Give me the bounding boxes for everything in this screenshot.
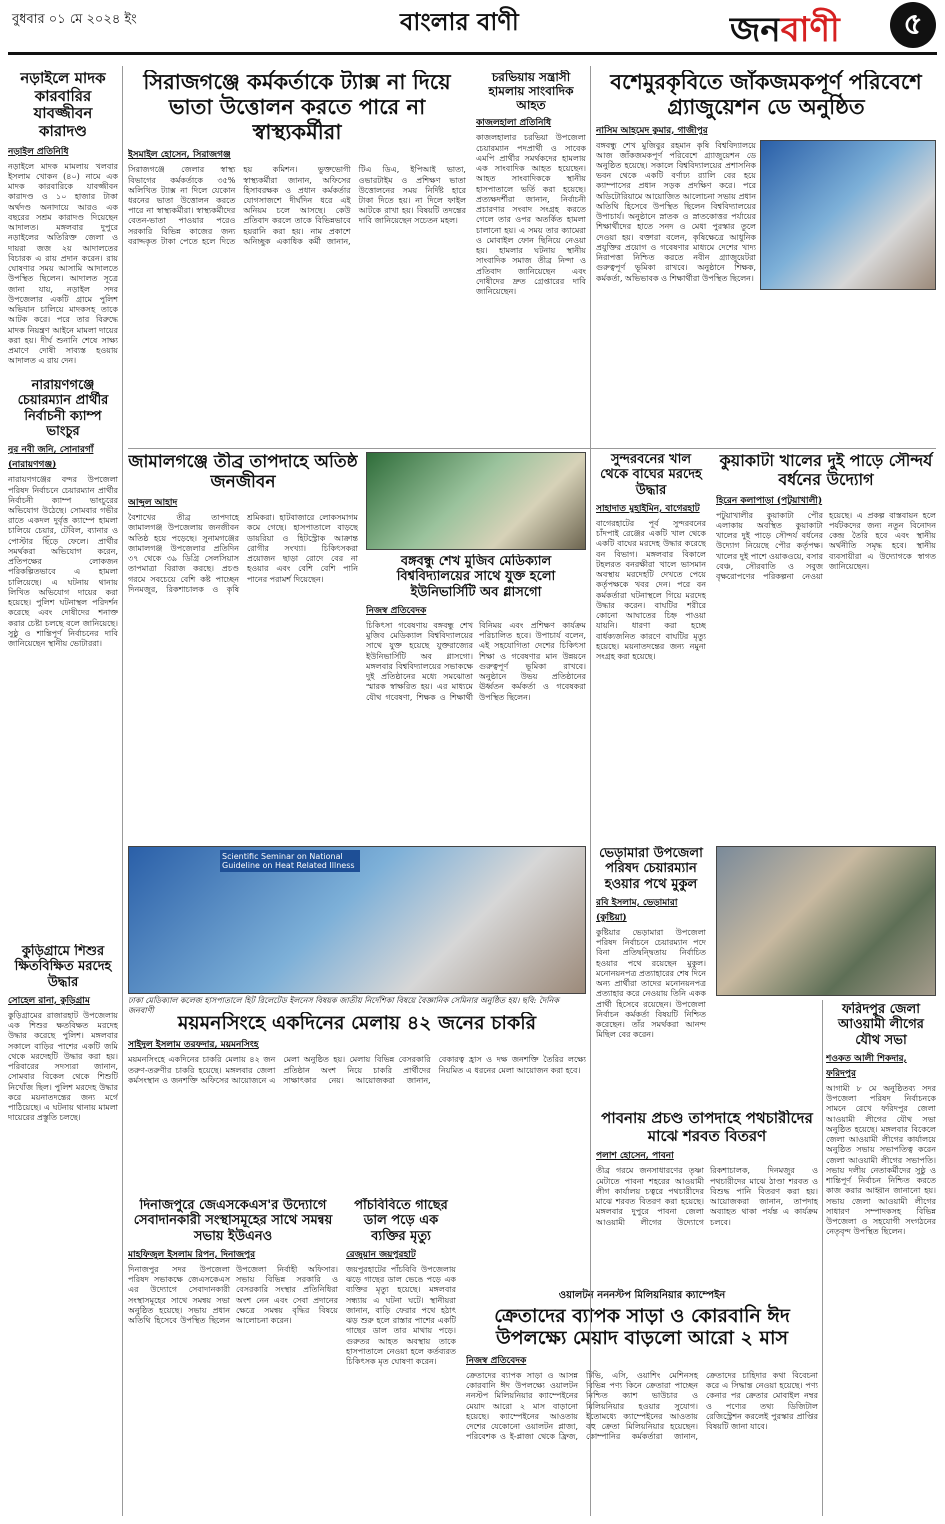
body-gazipur: বঙ্গবন্ধু শেখ মুজিবুর রহমান কৃষি বিশ্ববিদ্যালয়ে আজ জাঁকজমকপূর্ণ পরিবেশে গ্র্যাজুয়েশন ডে অনুষ্ঠিত হয়েছে। সকালে বিশ্ববিদ্যালয়ের প্রশাসনিক ভবন থেকে একটি বর্ণাঢ্য র‍্যালি বের হয়ে ক্যাম্পাসের প্রধান সড়ক প্রদক্ষিণ করে। পরে অডিটোরিয়ামে আয়োজিত আলোচনা সভায় প্রধান অতিথি হিসেবে উপস্থিত ছিলেন বিশ্ববিদ্যালয়ের উপাচার্য। অনুষ্ঠানে স্নাতক ও স্নাতকোত্তর পর্যায়ের শিক্ষার্থীদের হাতে সনদ ও মেধা পুরস্কার তুলে দেওয়া হয়। বক্তারা বলেন, কৃষিক্ষেত্রে আধুনিক প্রযুক্তির প্রয়োগ ও গবেষণার মাধ্যমে দেশের খাদ্য নিরাপত্তা নিশ্চিত করতে নবীন গ্র্যাজুয়েটরা গুরুত্বপূর্ণ ভূমিকা রাখবে। অনুষ্ঠানে শিক্ষক, কর্মকর্তা, অভিভাবক ও শিক্ষার্থীরা উপস্থিত ছিলেন। — [596, 140, 756, 283]
headline-mymensingh: ময়মনসিংহে একদিনের মেলায় ৪২ জনের চাকরি — [177, 1012, 537, 1034]
article-bsmmu — [366, 554, 586, 844]
article-faridpur — [826, 1002, 936, 1512]
body-panchbibi: জয়পুরহাটের পাঁচবিবি উপজেলায় ঝড়ে গাছের ডাল ভেঙে পড়ে এক ব্যক্তির মৃত্যু হয়েছে। মঙ্গলবার সন্ধ্যায় এ ঘটনা ঘটে। স্থানীয়রা জানান, বাড়ি ফেরার পথে হঠাৎ ঝড় শুরু হলে রাস্তার পাশের একটি গাছের ডাল তার মাথায় পড়ে। গুরুতর আহত অবস্থায় তাকে হাসপাতালে নেওয়া হলে কর্তব্যরত চিকিৎসক মৃত ঘোষণা করেন। — [346, 1264, 456, 1367]
column-divider — [122, 66, 123, 1516]
article-dinajpur — [128, 1198, 338, 1512]
masthead — [0, 0, 945, 66]
article-jamalganj — [128, 452, 358, 702]
body-walton: ক্রেতাদের ব্যাপক সাড়া ও আসন্ন কোরবানি ঈদ উপলক্ষ্যে ওয়ালটন ননস্টপ মিলিয়নিয়ার ক্যাম্পেইনের মেয়াদ আরো ২ মাস বাড়ানো হয়েছে। ক্যাম্পেইনের আওতায় দেশের যেকোনো ওয়ালটন প্লাজা, পরিবেশক ও ই-প্লাজা থেকে ফ্রিজ, টিভি, এসি, ওয়াশিং মেশিনসহ বিভিন্ন পণ্য কিনে ক্রেতারা পাচ্ছেন নিশ্চিত ক্যাশ ভাউচার ও মিলিয়নিয়ার হওয়ার সুযোগ। ইতোমধ্যে ক্যাম্পেইনের আওতায় বহু ক্রেতা মিলিয়নিয়ার হয়েছেন। কোম্পানির কর্মকর্তারা জানান, ক্রেতাদের চাহিদার কথা বিবেচনা করে এ সিদ্ধান্ত নেওয়া হয়েছে। পণ্য কেনার পর ক্রেতার মোবাইল নম্বর ও পণ্যের তথ্য ডিজিটাল রেজিস্ট্রেশন করলেই পুরস্কার প্রাপ্তির বিষয়টি জানা যাবে। — [466, 1370, 818, 1442]
body-kuakata: পটুয়াখালীর কুয়াকাটা পৌর এলাকায় অবস্থিত কুয়াকাটা খালের দুই পাড়ে সৌন্দর্য বর্ধনের উদ্যোগ নিয়েছে পৌর কর্তৃপক্ষ। খালের দুই পাশে ওয়াকওয়ে, বসার বেঞ্চ, সৌরবাতি ও সবুজ বৃক্ষরোপণের পরিকল্পনা নেওয়া হয়েছে। এ প্রকল্প বাস্তবায়ন হলে পর্যটকদের জন্য নতুন বিনোদন কেন্দ্র তৈরি হবে এবং স্থানীয় অর্থনীতি সমৃদ্ধ হবে। স্থানীয় ব্যবসায়ীরা এ উদ্যোগকে স্বাগত জানিয়েছেন। — [716, 510, 936, 582]
headline-faridpur: ফরিদপুর জেলা আওয়ামী লীগের যৌথ সভা — [838, 1002, 924, 1048]
body-charghat: কাজলহালার চরভিয়া উপজেলা চেয়ারম্যান পদপ্রার্থী ও সাবেক এমপি প্রার্থীর সমর্থকদের হামলায় এক সাংবাদিক আহত হয়েছেন। আহত সাংবাদিককে স্থানীয় হাসপাতালে ভর্তি করা হয়েছে। প্রত্যক্ষদর্শীরা জানান, নির্বাচনী প্রচারণার সংবাদ সংগ্রহ করতে গেলে তার ওপর অতর্কিত হামলা চালানো হয়। এ সময় তার ক্যামেরা ও মোবাইল ফোন ছিনিয়ে নেওয়া হয়। হামলার ঘটনায় স্থানীয় সাংবাদিক সমাজ তীব্র নিন্দা ও প্রতিবাদ জানিয়েছেন এবং দোষীদের দ্রুত গ্রেপ্তারের দাবি জানিয়েছেন। — [476, 133, 586, 296]
headline-panchbibi: পাঁচবিবিতে গাছের ডাল পড়ে এক ব্যক্তির মৃত্যু — [354, 1198, 448, 1244]
headline-jamalganj: জামালগঞ্জে তীব্র তাপদাহে অতিষ্ঠ জনজীবন — [128, 452, 358, 493]
logo-part-2: বাণী — [780, 10, 840, 50]
byline-dinajpur: মাহফিজুল ইসলাম রিপন, দিনাজপুর — [128, 1249, 256, 1260]
body-dinajpur: দিনাজপুর সদর উপজেলা পরিষদ সভাকক্ষে জেএসকেএস এর উদ্যোগে সেবাদানকারী সংস্থাসমূহের সাথে সমন্বয় সভা অনুষ্ঠিত হয়েছে। সভায় প্রধান অতিথি হিসেবে উপস্থিত ছিলেন উপজেলা নির্বাহী অফিসার। সভায় বিভিন্ন সরকারি ও বেসরকারি সংস্থার প্রতিনিধিরা অংশ নেন এবং সেবা প্রদানের ক্ষেত্রে সমন্বয় বৃদ্ধির বিষয়ে আলোচনা করেন। — [128, 1264, 338, 1326]
article-sirajganj — [128, 70, 466, 450]
photo-graduation-day — [760, 140, 936, 290]
article-mymensingh — [128, 1012, 586, 1192]
body-sirajganj: সিরাজগঞ্জে জেলার স্বাস্থ্য বিভাগের কর্মকর্তাকে ৩৫% অলিখিত ট্যাক্স না দিলে যেকোন ধরনের ভাতা উত্তোলন করতে পারে না স্বাস্থ্যকর্মীরা। স্বাস্থ্যকর্মীদের বেতন-ভাতা পাওয়ার পরেও সরকারি বিভিন্ন কাজের জন্য বরাদ্দকৃত টাকা পেতে হলে দিতে হয় কমিশন। ভুক্তভোগী স্বাস্থ্যকর্মীরা জানান, অফিসের হিসাবরক্ষক ও প্রধান কর্মকর্তার যোগসাজশে দীর্ঘদিন ধরে এই অনিয়ম চলে আসছে। কেউ প্রতিবাদ করলে তাকে বিভিন্নভাবে হয়রানি করা হয়। নাম প্রকাশে অনিচ্ছুক একাধিক কর্মী জানান, টিএ ডিএ, ইপিআই ভাতা, ওভারটাইম ও প্রশিক্ষণ ভাতা উত্তোলনের সময় নির্দিষ্ট হারে টাকা দিতে হয়। না দিলে ফাইল আটকে রাখা হয়। বিষয়টি তদন্তের দাবি জানিয়েছেন সচেতন মহল। — [128, 165, 466, 246]
column-divider — [590, 66, 591, 1516]
byline-panchbibi: রেজুয়ান জয়পুরহাট — [346, 1249, 416, 1260]
byline-kurigram: সোহেল রানা, কুড়িগ্রাম — [8, 995, 90, 1006]
article-bheramara — [596, 846, 706, 1106]
byline-sundarban: সাহাদাত মুহাইমিন, বাগেরহাট — [596, 503, 700, 514]
divider — [128, 448, 936, 449]
byline-bsmmu: নিজস্ব প্রতিবেদক — [366, 605, 427, 616]
article-panchbibi — [346, 1198, 456, 1512]
headline-charghat: চরভিয়ায় সন্ত্রাসী হামলায় সাংবাদিক আহত — [488, 70, 574, 113]
article-pabna — [596, 1110, 818, 1280]
page-number: ৫ — [890, 2, 936, 48]
article-narail — [8, 70, 118, 370]
byline-narail: নড়াইল প্রতিনিধি — [8, 146, 69, 157]
section-title: বাংলার বাণী — [400, 7, 519, 36]
body-faridpur: আগামী ৮ মে অনুষ্ঠিতব্য সদর উপজেলা পরিষদ নির্বাচনকে সামনে রেখে ফরিদপুর জেলা আওয়ামী লীগের যৌথ সভা অনুষ্ঠিত হয়েছে। মঙ্গলবার বিকেলে জেলা আওয়ামী লীগের কার্যালয়ে অনুষ্ঠিত সভায় সভাপতিত্ব করেন জেলা আওয়ামী লীগের সভাপতি। সভায় দলীয় নেতাকর্মীদের সুষ্ঠু ও শান্তিপূর্ণ নির্বাচন নিশ্চিত করতে কাজ করার আহ্বান জানানো হয়। সভায় জেলা আওয়ামী লীগের সাধারণ সম্পাদকসহ বিভিন্ন উপজেলা ও সহযোগী সংগঠনের নেতৃবৃন্দ উপস্থিত ছিলেন। — [826, 1083, 936, 1237]
photo-pabna-sherbet — [716, 846, 936, 996]
article-kuakata — [716, 452, 936, 832]
byline-walton: নিজস্ব প্রতিবেদক — [466, 1355, 527, 1366]
byline-faridpur: শওকত আলী শিকদার, ফরিদপুর — [826, 1053, 907, 1079]
headline-narayanganj: নারায়ণগঞ্জে চেয়ারম্যান প্রার্থীর নির্বাচনী ক্যাম্প ভাংচুর — [17, 378, 109, 439]
body-narail: নড়াইলে মাদক মামলায় খলবার ইসলাম খোকন (৪০) নামে এক মাদক কারবারিকে যাবজ্জীবন কারাদণ্ড ও ১০ হাজার টাকা অর্থদণ্ড অনাদায়ে আরও এক বছরের সশ্রম কারাদণ্ড দিয়েছেন আদালত। মঙ্গলবার দুপুরে নড়াইলের অতিরিক্ত জেলা ও দায়রা জজ ২য় আদালতের বিচারক এ রায় প্রদান করেন। রায় ঘোষণার সময় আসামি আদালতে উপস্থিত ছিলেন। আদালত সূত্রে জানা যায়, নড়াইল সদর উপজেলার একটি গ্রামে পুলিশ অভিযান চালিয়ে মাদকসহ তাকে আটক করে। পরে তার বিরুদ্ধে মাদক নিয়ন্ত্রণ আইনে মামলা দায়ের করা হয়। দীর্ঘ শুনানি শেষে সাক্ষ্য প্রমাণে দোষী সাব্যস্ত হওয়ায় আদালত এ রায় দেন। — [8, 161, 118, 366]
column-divider — [822, 1000, 823, 1516]
byline-pabna: পলাশ হোসেন, পাবনা — [596, 1151, 674, 1162]
body-pabna: তীব্র গরমে জনসাধারণের তৃষ্ণা মেটাতে পাবনা শহরের আওয়ামী লীগ কার্যালয় চত্বরে পথচারীদের মাঝে শরবত বিতরণ করা হয়েছে। মঙ্গলবার দুপুরে পাবনা জেলা আওয়ামী লীগের উদ্যোগে রিকশাচালক, দিনমজুর ও পথচারীদের মাঝে ঠাণ্ডা শরবত ও বিশুদ্ধ পানি বিতরণ করা হয়। আয়োজকরা জানান, তাপদাহ অব্যাহত থাকা পর্যন্ত এ কার্যক্রম চলবে। — [596, 1166, 818, 1227]
headline-gazipur: বশেমুরকৃবিতে জাঁকজমকপূর্ণ পরিবেশে গ্র্যাজুয়েশন ডে অনুষ্ঠিত — [610, 70, 922, 119]
article-narayanganj — [8, 378, 118, 938]
body-bheramara: কুষ্টিয়ার ভেড়ামারা উপজেলা পরিষদ নির্বাচনে চেয়ারম্যান পদে বিনা প্রতিদ্বন্দ্বিতায় নির্বাচিত হওয়ার পথে রয়েছেন মুকুল। মনোনয়নপত্র প্রত্যাহারের শেষ দিনে অন্য প্রার্থীরা তাদের মনোনয়নপত্র প্রত্যাহার করে নেওয়ায় তিনি একক প্রার্থী হিসেবে রয়েছেন। উপজেলা নির্বাচন কর্মকর্তা বিষয়টি নিশ্চিত করেছেন। তাঁর সমর্থকরা আনন্দ মিছিল বের করেন। — [596, 927, 706, 1040]
byline-kuakata: হিরেন কলাপাড়া (পটুয়াখালী) — [716, 495, 823, 506]
body-jamalganj: বৈশাখের তীব্র তাপদাহে জামালগঞ্জ উপজেলায় জনজীবন অতিষ্ঠ হয়ে পড়েছে। সুনামগঞ্জের জামালগঞ্জ উপজেলার প্রতিদিন ৩৭ থেকে ৩৯ ডিগ্রি সেলসিয়াস তাপমাত্রা বিরাজ করছে। প্রচণ্ড গরমে সবচেয়ে বেশি কষ্ট পাচ্ছেন দিনমজুর, রিকশাচালক ও কৃষি শ্রমিকরা। হাটবাজারে লোকসমাগম কমে গেছে। হাসপাতালে বাড়ছে ডায়রিয়া ও হিটস্ট্রোক আক্রান্ত রোগীর সংখ্যা। চিকিৎসকরা প্রয়োজন ছাড়া রোদে বের না হওয়ার এবং বেশি বেশি পানি পানের পরামর্শ দিয়েছেন। — [128, 513, 358, 594]
byline-narayanganj: নুর নবী জনি, সোনারগাঁ (নারায়ণগঞ্জ) — [8, 445, 94, 471]
caption-seminar: ঢাকা মেডিক্যাল কলেজ হাসপাতালে হিট রিলেটেড ইলনেস বিষয়ক জাতীয় নির্দেশিকা বিষয়ে বৈজ্ঞানিক সেমিনার অনুষ্ঠিত হয়। ছবি: দৈনিক জনবাণী — [128, 996, 559, 1015]
headline-bsmmu: বঙ্গবন্ধু শেখ মুজিব মেডিক্যাল বিশ্ববিদ্যালয়ের সাথে যুক্ত হলো ইউনিভার্সিটি অব গ্লাসগো — [396, 554, 556, 600]
issue-date: বুধবার ০১ মে ২০২৪ ইং — [12, 12, 137, 27]
article-sundarban — [596, 452, 706, 832]
body-bsmmu: চিকিৎসা গবেষণায় বঙ্গবন্ধু শেখ মুজিব মেডিক্যাল বিশ্ববিদ্যালয়ের সাথে যুক্ত হয়েছে যুক্তরাজ্যের ইউনিভার্সিটি অব গ্লাসগো। মঙ্গলবার বিশ্ববিদ্যালয়ের সভাকক্ষে দুই প্রতিষ্ঠানের মধ্যে সমঝোতা স্মারক স্বাক্ষরিত হয়। এর মাধ্যমে যৌথ গবেষণা, শিক্ষক ও শিক্ষার্থী বিনিময় এবং প্রশিক্ষণ কার্যক্রম পরিচালিত হবে। উপাচার্য বলেন, এই সহযোগিতা দেশের চিকিৎসা শিক্ষা ও গবেষণার মান উন্নয়নে গুরুত্বপূর্ণ ভূমিকা রাখবে। অনুষ্ঠানে উভয় প্রতিষ্ঠানের ঊর্ধ্বতন কর্মকর্তা ও গবেষকরা উপস্থিত ছিলেন। — [366, 620, 586, 702]
byline-jamalganj: আব্দুল আহাদ — [128, 498, 178, 509]
article-kurigram — [8, 944, 118, 1514]
headline-kurigram: কুড়িগ্রামে শিশুর ক্ষিতবিক্ষিত মরদেহ উদ্ধার — [14, 944, 112, 990]
body-kurigram: কুড়িগ্রামের রাজারহাট উপজেলায় এক শিশুর ক্ষতবিক্ষত মরদেহ উদ্ধার করেছে পুলিশ। মঙ্গলবার সকালে বাড়ির পাশের একটি জমি থেকে মরদেহটি উদ্ধার করা হয়। পরিবারের সদস্যরা জানান, সোমবার বিকেল থেকে শিশুটি নিখোঁজ ছিল। পুলিশ মরদেহ উদ্ধার করে ময়নাতদন্তের জন্য মর্গে পাঠিয়েছে। এ ঘটনায় থানায় মামলা দায়েরের প্রস্তুতি চলছে। — [8, 1010, 118, 1123]
headline-sirajganj: সিরাজগঞ্জে কর্মকর্তাকে ট্যাক্স না দিয়ে ভাতা উত্তোলন করতে পারে না স্বাস্থ্যকর্মীরা — [143, 70, 451, 144]
headline-walton: ক্রেতাদের ব্যাপক সাড়া ও কোরবানি ঈদ উপলক্ষ্যে মেয়াদ বাড়লো আরো ২ মাস — [494, 1305, 790, 1350]
headline-bheramara: ভেড়ামারা উপজেলা পরিষদ চেয়ারম্যান হওয়ার পথে মুকুল — [599, 846, 703, 892]
header-rule — [8, 52, 937, 55]
seminar-banner: Scientific Seminar on National Guideline on Heat Related Illness — [220, 850, 360, 872]
article-charghat — [476, 70, 586, 440]
byline-charghat: কাজলহালা প্রতিনিধি — [476, 118, 552, 129]
kicker-walton: ওয়ালটন নননস্টপ মিলিয়নিয়ার ক্যাম্পেইন — [558, 1290, 726, 1301]
headline-narail: নড়াইলে মাদক কারবারির যাবজ্জীবন কারাদণ্ড — [20, 70, 106, 141]
body-sundarban: বাগেরহাটের পূর্ব সুন্দরবনের চাঁদপাই রেঞ্জের একটি খাল থেকে একটি বাঘের মরদেহ উদ্ধার করেছে বন বিভাগ। মঙ্গলবার বিকালে টহলরত বনরক্ষীরা খালে ভাসমান অবস্থায় মরদেহটি দেখতে পেয়ে কর্তৃপক্ষকে খবর দেন। পরে বন কর্মকর্তারা ঘটনাস্থলে গিয়ে মরদেহ উদ্ধার করেন। বাঘটির শরীরে কোনো আঘাতের চিহ্ন পাওয়া যায়নি। ধারণা করা হচ্ছে বার্ধক্যজনিত কারণে বাঘটির মৃত্যু হয়েছে। ময়নাতদন্তের জন্য নমুনা সংগ্রহ করা হয়েছে। — [596, 518, 706, 662]
photo-bsmmu-glasgow — [366, 452, 586, 550]
body-narayanganj: নারায়ণগঞ্জের বন্দর উপজেলা পরিষদ নির্বাচনে চেয়ারম্যান প্রার্থীর নির্বাচনী ক্যাম্প ভাংচুরের অভিযোগ উঠেছে। সোমবার গভীর রাতে একদল দুর্বৃত্ত ক্যাম্পে হামলা চালিয়ে চেয়ার, টেবিল, ব্যানার ও পোস্টার ছিঁড়ে ফেলে। প্রার্থীর সমর্থকরা অভিযোগ করেন, প্রতিপক্ষের লোকজন পরিকল্পিতভাবে এ হামলা চালিয়েছে। এ ঘটনায় থানায় লিখিত অভিযোগ দায়ের করা হয়েছে। পুলিশ ঘটনাস্থল পরিদর্শন করেছে এবং দোষীদের শনাক্ত করার চেষ্টা চলছে বলে জানিয়েছে। সুষ্ঠু ও শান্তিপূর্ণ নির্বাচনের দাবি জানিয়েছেন স্থানীয় ভোটাররা। — [8, 475, 118, 649]
body-mymensingh: ময়মনসিংহে একদিনের চাকরি মেলায় ৪২ জন তরুণ-তরুণীর চাকরি হয়েছে। মঙ্গলবার জেলা কর্মসংস্থান ও জনশক্তি অফিসের আয়োজনে এ মেলা অনুষ্ঠিত হয়। মেলায় বিভিন্ন বেসরকারি প্রতিষ্ঠান অংশ নিয়ে চাকরি প্রার্থীদের সাক্ষাৎকার নেয়। আয়োজকরা জানান, বেকারত্ব হ্রাস ও দক্ষ জনশক্তি তৈরির লক্ষ্যে নিয়মিত এ ধরনের মেলা আয়োজন করা হবে। — [128, 1055, 586, 1085]
headline-kuakata: কুয়াকাটা খালের দুই পাড়ে সৌন্দর্য বর্ধনের উদ্যোগ — [719, 452, 933, 489]
byline-bheramara: রবি ইসলাম, ভেড়ামারা (কুষ্টিয়া) — [596, 897, 678, 923]
article-walton — [466, 1288, 818, 1512]
byline-sirajganj: ইসমাইল হোসেন, সিরাজগঞ্জ — [128, 150, 231, 161]
logo-part-1: জন — [730, 10, 781, 50]
headline-pabna: পাবনায় প্রচণ্ড তাপদাহে পথচারীদের মাঝে শরবত বিতরণ — [601, 1110, 813, 1145]
headline-sundarban: সুন্দরবনের খাল থেকে বাঘের মরদেহ উদ্ধার — [600, 452, 702, 498]
byline-gazipur: নাসিম আহমেদ কুমার, গাজীপুর — [596, 125, 708, 136]
headline-dinajpur: দিনাজপুরে জেএসকেএস'র উদ্যোগে সেবাদানকারী সংস্থাসমূহের সাথে সমন্বয় সভায় ইউএনও — [133, 1198, 333, 1244]
byline-mymensingh: সাইদুল ইসলাম তরফদার, ময়মনসিংহ — [128, 1040, 259, 1051]
